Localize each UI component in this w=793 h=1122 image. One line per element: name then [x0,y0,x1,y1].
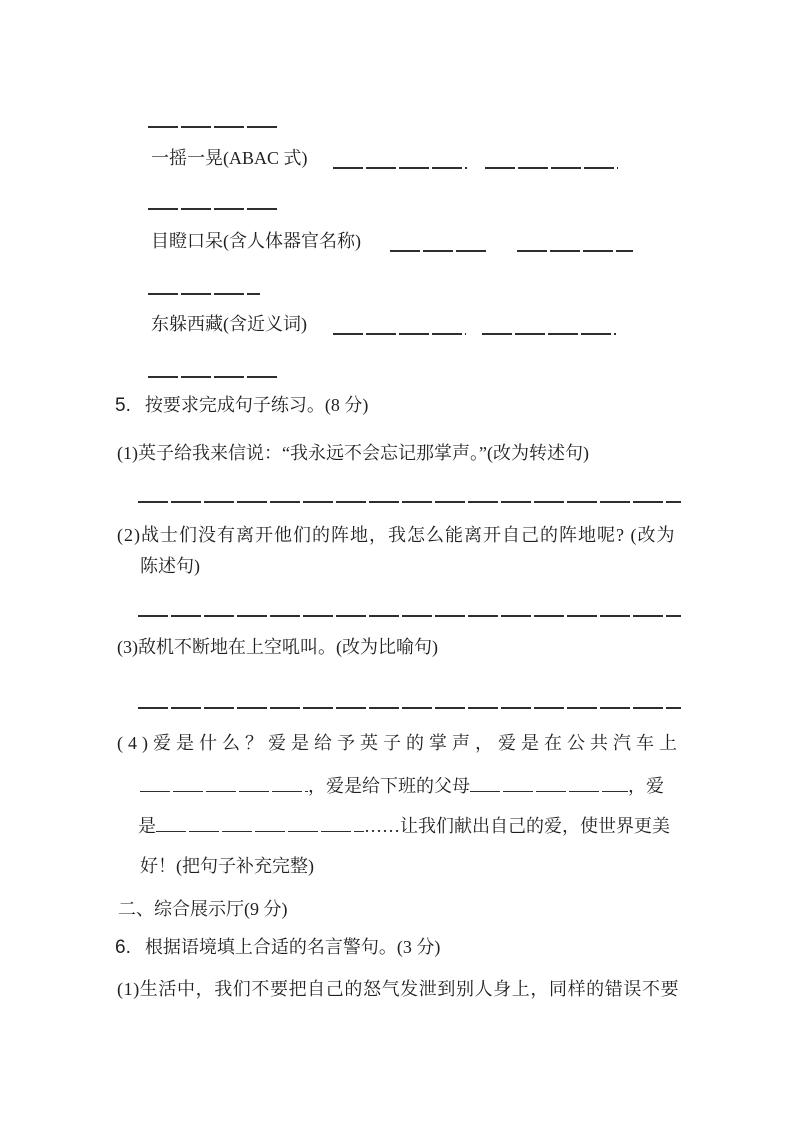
sentence-text: ，爱 [628,776,664,796]
sentence-text: ……让我们献出自己的爱，使世界更美 [364,816,670,836]
question-5-heading [115,394,368,417]
idiom-row [151,313,307,335]
answer-line [138,501,681,503]
idiom-label: 目瞪口呆(含人体器官名称) [151,231,361,251]
answer-blank [390,250,488,252]
wrap-answer-blank [148,126,278,128]
question-5-item-2-line-2: 陈述句) [140,556,200,576]
idiom-row [151,147,308,169]
answer-line [138,707,681,709]
section-2-heading: 二、综合展示厅(9 分) [118,899,288,919]
question-6-item-1: (1)生活中，我们不要把自己的怒气发泄到别人身上，同样的错误不要 [117,979,680,999]
answer-blank [482,333,616,335]
question-5-item-2-line-1: (2)战士们没有离开他们的阵地，我怎么能离开自己的阵地呢? (改为 [117,525,676,545]
answer-blank [517,250,633,252]
sentence-text: ，爱是给下班的父母 [308,776,470,796]
answer-blank [140,776,308,792]
question-5-item-4-line-1: (4)爱是什么？爱是给予英子的掌声，爱是在公共汽车上 [117,733,682,753]
answer-blank [485,167,618,169]
question-6-heading [115,936,440,959]
question-5-item-4-line-3 [138,815,670,837]
question-5-item-4-line-4: 好！(把句子补充完整) [140,856,314,876]
answer-blank [470,776,628,792]
question-5-item-4-line-2 [140,775,664,797]
question-5-item-3: (3)敌机不断地在上空吼叫。(改为比喻句) [117,637,438,657]
wrap-answer-blank [148,376,278,378]
question-title: 根据语境填上合适的名言警句。(3 分) [144,937,441,957]
question-number: 5. [115,395,131,416]
idiom-row [151,230,361,252]
idiom-label: 一摇一晃(ABAC 式) [151,148,308,168]
sentence-text: 是 [138,816,156,836]
answer-blank [156,816,364,832]
idiom-label: 东躲西藏(含近义词) [151,314,307,334]
question-title: 按要求完成句子练习。(8 分) [144,395,369,415]
question-5-item-1: (1)英子给我来信说：“我永远不会忘记那掌声。”(改为转述句) [117,443,589,463]
answer-blank [333,167,467,169]
wrap-answer-blank [148,208,278,210]
answer-line [138,615,681,617]
wrap-answer-blank [148,293,260,295]
question-number: 6. [115,937,131,958]
answer-blank [333,333,466,335]
